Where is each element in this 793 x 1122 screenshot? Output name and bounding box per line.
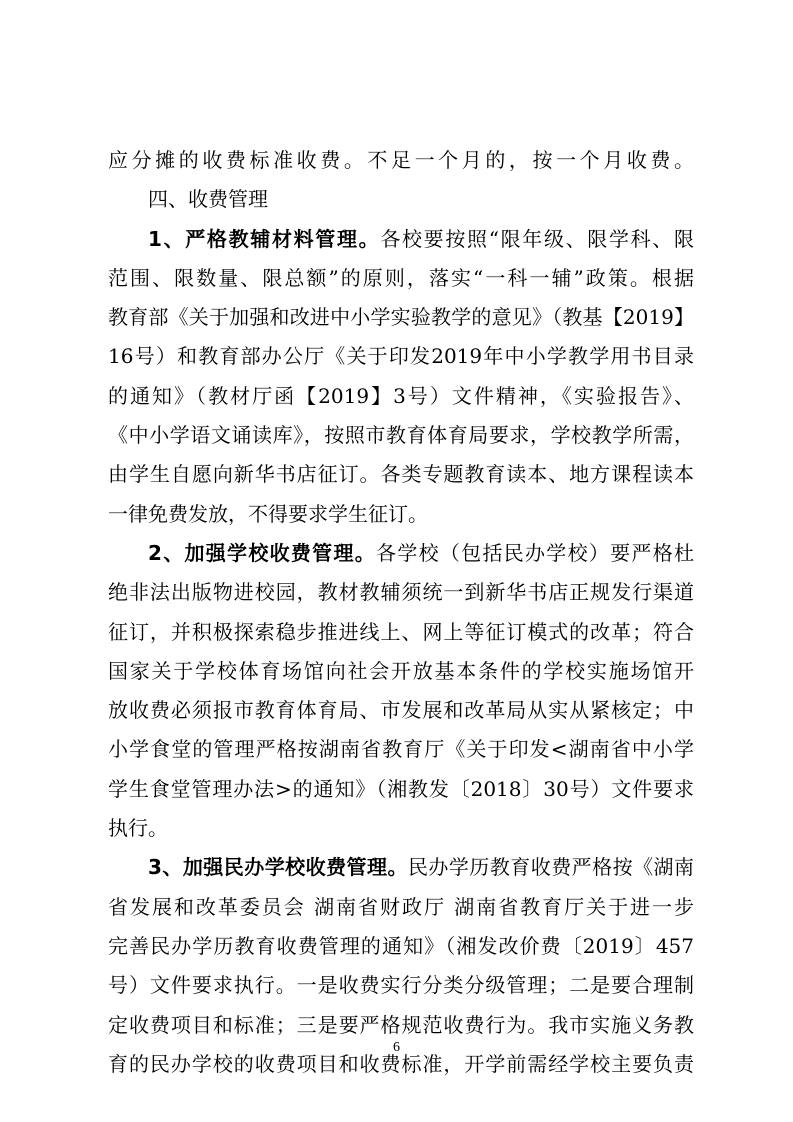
paragraph-line: 国家关于学校体育场馆向社会开放基本条件的学校实施场馆开 xyxy=(108,658,694,683)
paragraph-line: 放收费必须报市教育体育局、市发展和改革局从实从紧核定；中 xyxy=(108,698,694,723)
paragraph-line: 绝非法出版物进校园，教材教辅须统一到新华书店正规发行渠道 xyxy=(108,580,694,605)
paragraph-line: 《中小学语文诵读库》，按照市教育体育局要求，学校教学所需， xyxy=(108,423,694,448)
paragraph-line: 的通知》（教材厅函【2019】3号）文件精神，《实验报告》、 xyxy=(108,383,694,408)
section-heading: 四、收费管理 xyxy=(148,187,268,212)
paragraph-line: 定收费项目和标准；三是要严格规范收费行为。我市实施义务教 xyxy=(108,1012,694,1037)
paragraph-line: 完善民办学历教育收费管理的通知》（湘发改价费〔2019〕457 xyxy=(108,933,694,958)
paragraph-line: 小学食堂的管理严格按湖南省教育厅《关于印发<湖南省中小学 xyxy=(108,737,694,762)
item-heading: 3、加强民办学校收费管理。 xyxy=(148,855,408,880)
paragraph-line: 由学生自愿向新华书店征订。各类专题教育读本、地方课程读本 xyxy=(108,462,694,487)
paragraph-line: 应分摊的收费标准收费。不足一个月的，按一个月收费。 xyxy=(108,148,694,172)
paragraph-line: 3、加强民办学校收费管理。民办学历教育收费严格按《湖南 xyxy=(148,855,695,880)
paragraph-line: 范围、限数量、限总额”的原则，落实“一科一辅”政策。根据 xyxy=(108,265,694,290)
paragraph-line: 2、加强学校收费管理。各学校（包括民办学校）要严格杜 xyxy=(148,540,694,565)
paragraph-line: 育的民办学校的收费项目和收费标准，开学前需经学校主要负责 xyxy=(108,1051,694,1076)
paragraph-line: 号）文件要求执行。一是收费实行分类分级管理；二是要合理制 xyxy=(108,973,694,998)
paragraph-line: 1、严格教辅材料管理。各校要按照“限年级、限学科、限 xyxy=(148,226,694,251)
paragraph-line: 16号）和教育部办公厅《关于印发2019年中小学教学用书目录 xyxy=(108,344,694,369)
paragraph-line: 教育部《关于加强和改进中小学实验教学的意见》（教基【2019】 xyxy=(108,305,694,330)
page-number: 6 xyxy=(393,1040,400,1055)
paragraph-line: 征订，并积极探索稳步推进线上、网上等征订模式的改革；符合 xyxy=(108,619,694,644)
paragraph-line: 学生食堂管理办法>的通知》（湘教发〔2018〕30号）文件要求 xyxy=(108,776,694,801)
item-heading: 1、严格教辅材料管理。 xyxy=(148,226,381,251)
body-text xyxy=(108,141,694,1084)
paragraph-line: 执行。 xyxy=(108,816,168,841)
paragraph-line: 省发展和改革委员会 湖南省财政厅 湖南省教育厅关于进一步 xyxy=(108,894,694,919)
item-heading: 2、加强学校收费管理。 xyxy=(148,540,377,565)
paragraph-line: 一律免费发放，不得要求学生征订。 xyxy=(108,501,428,526)
